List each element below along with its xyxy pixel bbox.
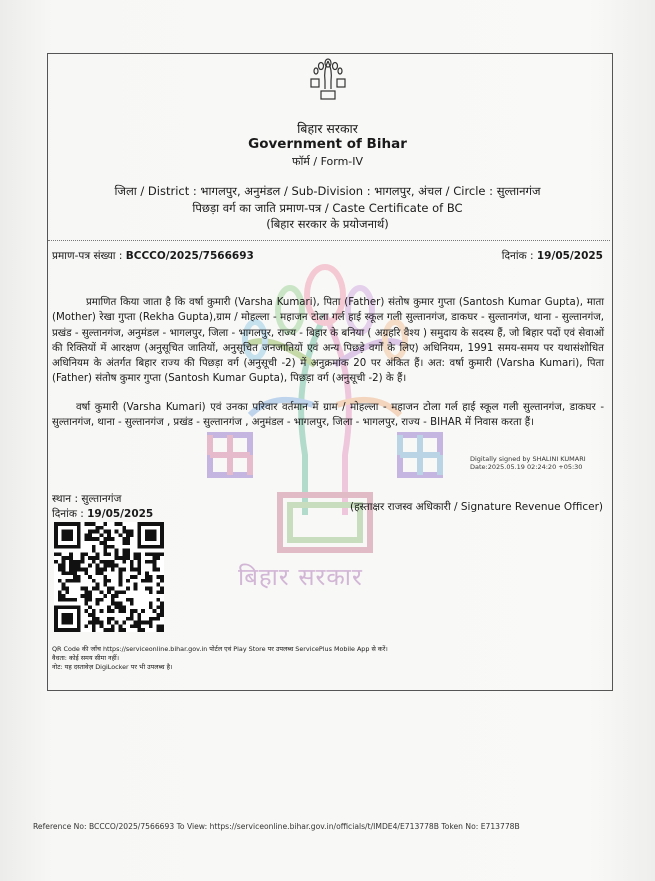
- qr-verification-note: [52, 645, 472, 662]
- qr-verification-text: QR Code की जाँच https://serviceonline.bihar.gov.in पोर्टल एवं Play Store पर उपलब्ध ServicePlus Mobile App से करें।: [52, 645, 388, 653]
- issue-date: [52, 507, 153, 521]
- certificate-number-label: प्रमाण-पत्र संख्या :: [52, 250, 123, 262]
- digilocker-note: नोट: यह दस्तावेज़ DigiLocker पर भी उपलब्ध है।: [52, 663, 173, 671]
- watermark-text: बिहार सरकार: [238, 563, 363, 591]
- district-line: जिला / District : भागलपुर, अनुमंडल / Sub-Division : भागलपुर, अंचल / Circle : सुल्तानगंज: [114, 184, 541, 198]
- validity-text: वैधता: कोई समय सीमा नहीं।: [52, 653, 120, 662]
- government-english: Government of Bihar: [248, 136, 407, 152]
- certificate-number: [52, 249, 254, 263]
- certificate-date: [502, 249, 603, 263]
- certificate-paragraph-2: वर्षा कुमारी (Varsha Kumari) एवं उनका परिवार वर्तमान में ग्राम / मोहल्ला - महाजन टोला गर्ल हाई स्कूल गली सुल्तानगंज, डाकघर - सुल्तानगंज, थाना - सुल्तानगंज , प्रखंड - सुल्तानगंज , अनुमंडल - भागलपुर, जिला - भागलपुर, राज्य - BIHAR में निवास करता हैं।: [52, 402, 604, 429]
- certificate-date-value: 19/05/2025: [536, 250, 603, 262]
- issue-date-label: दिनांक :: [52, 508, 84, 520]
- digital-signature-date: Date:2025.05.19 02:24:20 +05:30: [470, 463, 583, 471]
- certificate-purpose: (बिहार सरकार के प्रयोजनार्थ): [266, 217, 389, 231]
- officer-signature-label: (हस्ताक्षर राजस्व अधिकारी / Signature Revenue Officer): [349, 501, 603, 513]
- divider: [48, 240, 610, 241]
- certificate-date-label: दिनांक :: [501, 250, 534, 262]
- issue-date-value: 19/05/2025: [87, 508, 154, 520]
- qr-code[interactable]: [54, 522, 164, 632]
- government-hindi: बिहार सरकार: [297, 121, 358, 136]
- digital-signature: [470, 455, 586, 471]
- reference-footer: Reference No: BCCCO/2025/7566693 To View: https://serviceonline.bihar.gov.in/officials/t/IMDE4/E713778B Token No: E713778B: [33, 822, 520, 831]
- bihar-emblem-icon: [307, 57, 349, 103]
- certificate-title: पिछड़ा वर्ग का जाति प्रमाण-पत्र / Caste Certificate of BC: [192, 201, 463, 215]
- form-number: फॉर्म / Form-IV: [291, 155, 364, 168]
- place: स्थान : सुल्तानगंज: [52, 493, 122, 505]
- certificate-paragraph-1: प्रमाणित किया जाता है कि वर्षा कुमारी (Varsha Kumari), पिता (Father) संतोष कुमार गुप्ता (Santosh Kumar Gupta), माता (Mother) रेखा गुप्ता (Rekha Gupta),ग्राम / मोहल्ला - महाजन टोला गर्ल हाई स्कूल गली सुल्तानगंज, डाकघर - सुल्तानगंज, थाना - सुल्तानगंज, प्रखंड - सुल्तानगंज, अनुमंडल - भागलपुर, जिला - भागलपुर, राज्य - बिहार के बनिया ( अग्रहरि वैश्य ) समुदाय के सदस्य हैं, जो बिहार पदों एवं सेवाओं की रिक्तियों में आरक्षण (अनुसूचित जातियों, अनुसूचित जनजातियों एवं अन्य पिछड़े वर्गों के लिए) अधिनियम, 1991 समय-समय पर यथासंशोधित अधिनियम के अंतर्गत बिहार राज्य की पिछड़ा वर्ग (अनुसूची -2) में अनुक्रमांक 20 पर अंकित हैं। अत: वर्षा कुमारी (Varsha Kumari), पिता (Father) संतोष कुमार गुप्ता (Santosh Kumar Gupta), पिछड़ा वर्ग (अनुसूची -2) के हैं।: [52, 297, 604, 385]
- certificate-number-value: BCCCO/2025/7566693: [125, 250, 254, 262]
- digital-signature-signer: Digitally signed by SHALINI KUMARI: [470, 455, 586, 463]
